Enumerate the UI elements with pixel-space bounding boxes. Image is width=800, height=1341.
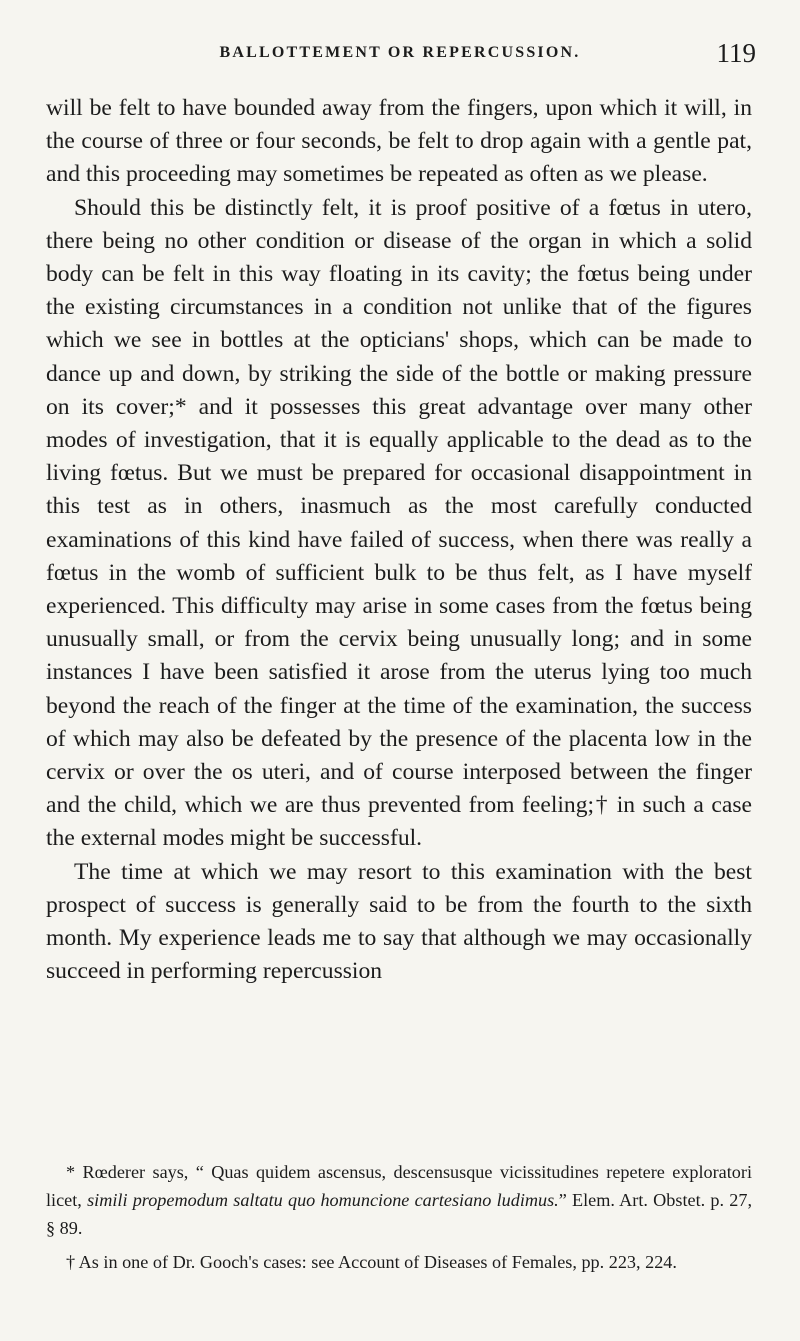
- page-number: 119: [716, 38, 756, 68]
- paragraph-continued: will be felt to have bounded away from the fingers, upon which it will, in the course of three or four seconds, be felt to drop again with a gentle pat, and this proceeding may sometimes be repeated as often as we please.: [46, 95, 752, 188]
- body-text: [46, 92, 752, 988]
- running-title: BALLOTTEMENT OR REPERCUSSION.: [219, 44, 581, 61]
- footnote-roederer: [46, 1158, 752, 1242]
- paragraph-ballottement-proof: Should this be distinctly felt, it is proof positive of a fœtus in utero, there being no other condition or disease of the organ in which a solid body can be felt in this way floating in its cavity; the fœtus being under the existing circumstances in a condition not unlike that of the figures which we see in bottles at the opticians' shops, which can be made to dance up and down, by striking the side of the bottle or making pressure on its cover;* and it possesses this great advantage over many other modes of investigation, that it is equally applicable to the dead as to the living fœtus. But we must be prepared for occasional disappointment in this test as in others, inasmuch as the most carefully conducted examinations of this kind have failed of success, when there was really a fœtus in the womb of sufficient bulk to be thus felt, as I have myself experienced. This difficulty may arise in some cases from the fœtus being unusually small, or from the cervix being unusually long; and in some instances I have been satisfied it arose from the uterus lying too much beyond the reach of the finger at the time of the examination, the success of which may also be defeated by the presence of the placenta low in the cervix or over the os uteri, and of course interposed between the finger and the child, which we are thus prevented from feeling;† in such a case the external modes might be successful.: [46, 194, 752, 852]
- running-head: [44, 38, 756, 68]
- footnote-gooch: † As in one of Dr. Gooch's cases: see Account of Diseases of Females, pp. 223, 224.: [66, 1252, 677, 1272]
- footnotes: [46, 1158, 752, 1276]
- footnote-roederer-lead: * Rœderer says, “ Quas quidem ascensus, descensusque vicissitudines repetere exploratori licet,: [46, 1162, 752, 1210]
- footnote-roederer-latin-quote: simili propemodum saltatu quo homuncione cartesiano ludimus.: [87, 1190, 559, 1210]
- footnote-roederer-citation: ” Elem. Art. Obstet. p. 27, § 89.: [46, 1190, 753, 1238]
- paragraph-timing: The time at which we may resort to this examination with the best prospect of success is generally said to be from the fourth to the sixth month. My experience leads me to say that although we may occasionally succeed in performing repercussion: [46, 858, 752, 985]
